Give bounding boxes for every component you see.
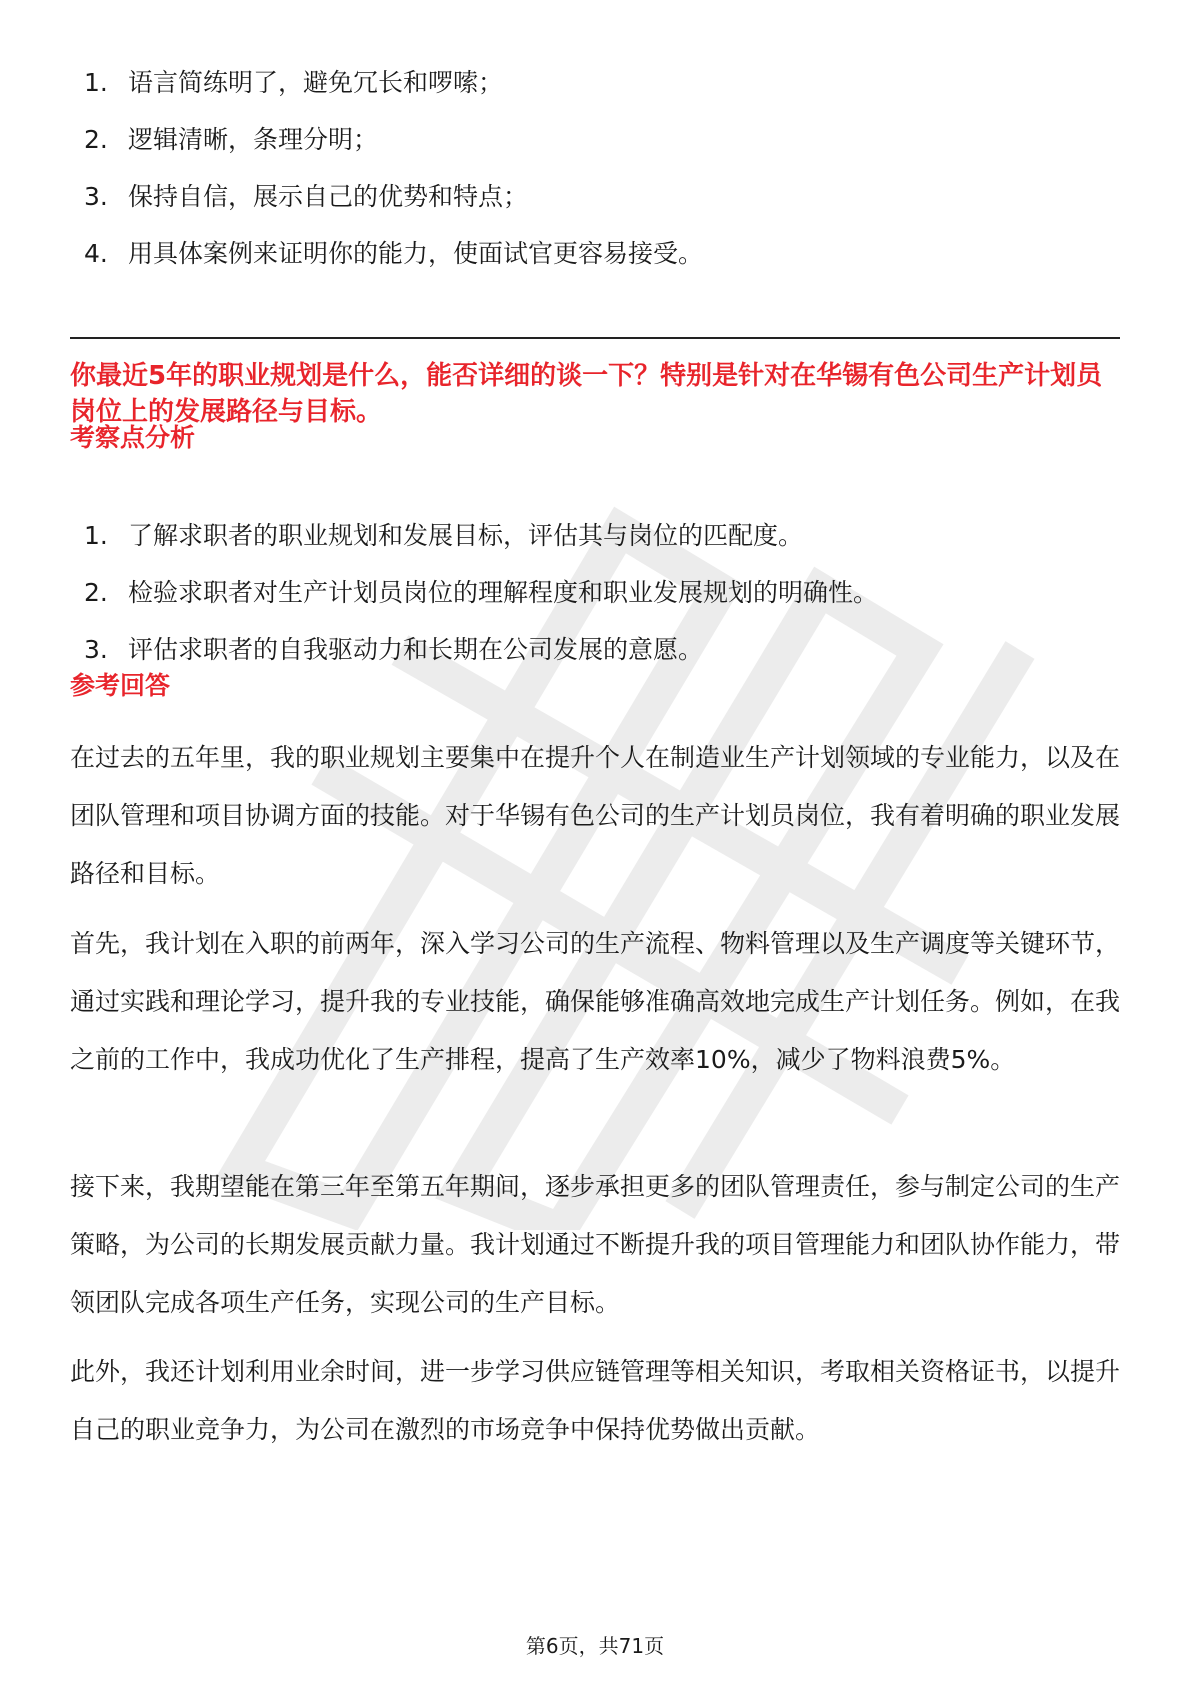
answer-paragraph: 首先，我计划在入职的前两年，深入学习公司的生产流程、物料管理以及生产调度等关键环节，通过实践和理论学习，提升我的专业技能，确保能够准确高效地完成生产计划任务。例如，在我之前的工作中，我成功优化了生产排程，提高了生产效率10%，减少了物料浪费5%。 (70, 929, 1121, 1074)
section-divider (70, 337, 1120, 339)
list-item (84, 564, 878, 621)
analysis-list (84, 507, 878, 678)
list-item (84, 54, 703, 111)
tips-list (84, 54, 703, 282)
list-text: 评估求职者的自我驱动力和长期在公司发展的意愿。 (128, 635, 704, 664)
list-item (84, 621, 878, 678)
list-text: 保持自信，展示自己的优势和特点； (128, 182, 529, 211)
list-item (84, 168, 703, 225)
list-text: 用具体案例来证明你的能力，使面试官更容易接受。 (128, 239, 704, 268)
list-item (84, 111, 703, 168)
analysis-heading: 考察点分析 (70, 423, 196, 452)
list-number: 4. (84, 239, 108, 268)
list-number: 1. (84, 521, 108, 550)
list-text: 检验求职者对生产计划员岗位的理解程度和职业发展规划的明确性。 (128, 578, 879, 607)
list-item (84, 507, 878, 564)
list-text: 语言简练明了，避免冗长和啰嗦； (128, 68, 504, 97)
interview-question: 你最近5年的职业规划是什么，能否详细的谈一下？特别是针对在华锡有色公司生产计划员岗位上的发展路径与目标。 (70, 361, 1103, 427)
list-number: 2. (84, 125, 108, 154)
list-number: 3. (84, 635, 108, 664)
page-footer: 第6页，共71页 (525, 1634, 665, 1658)
list-text: 逻辑清晰，条理分明； (128, 125, 379, 154)
answer-paragraph: 接下来，我期望能在第三年至第五年期间，逐步承担更多的团队管理责任，参与制定公司的生产策略，为公司的长期发展贡献力量。我计划通过不断提升我的项目管理能力和团队协作能力，带领团队完成各项生产任务，实现公司的生产目标。 (70, 1172, 1121, 1317)
answer-heading: 参考回答 (70, 671, 171, 700)
list-item (84, 225, 703, 282)
answer-paragraph: 此外，我还计划利用业余时间，进一步学习供应链管理等相关知识，考取相关资格证书，以提升自己的职业竞争力，为公司在激烈的市场竞争中保持优势做出贡献。 (70, 1357, 1121, 1444)
list-number: 1. (84, 68, 108, 97)
list-text: 了解求职者的职业规划和发展目标，评估其与岗位的匹配度。 (128, 521, 804, 550)
answer-paragraph: 在过去的五年里，我的职业规划主要集中在提升个人在制造业生产计划领域的专业能力，以及在团队管理和项目协调方面的技能。对于华锡有色公司的生产计划员岗位，我有着明确的职业发展路径和目标。 (70, 743, 1121, 888)
list-number: 2. (84, 578, 108, 607)
list-number: 3. (84, 182, 108, 211)
